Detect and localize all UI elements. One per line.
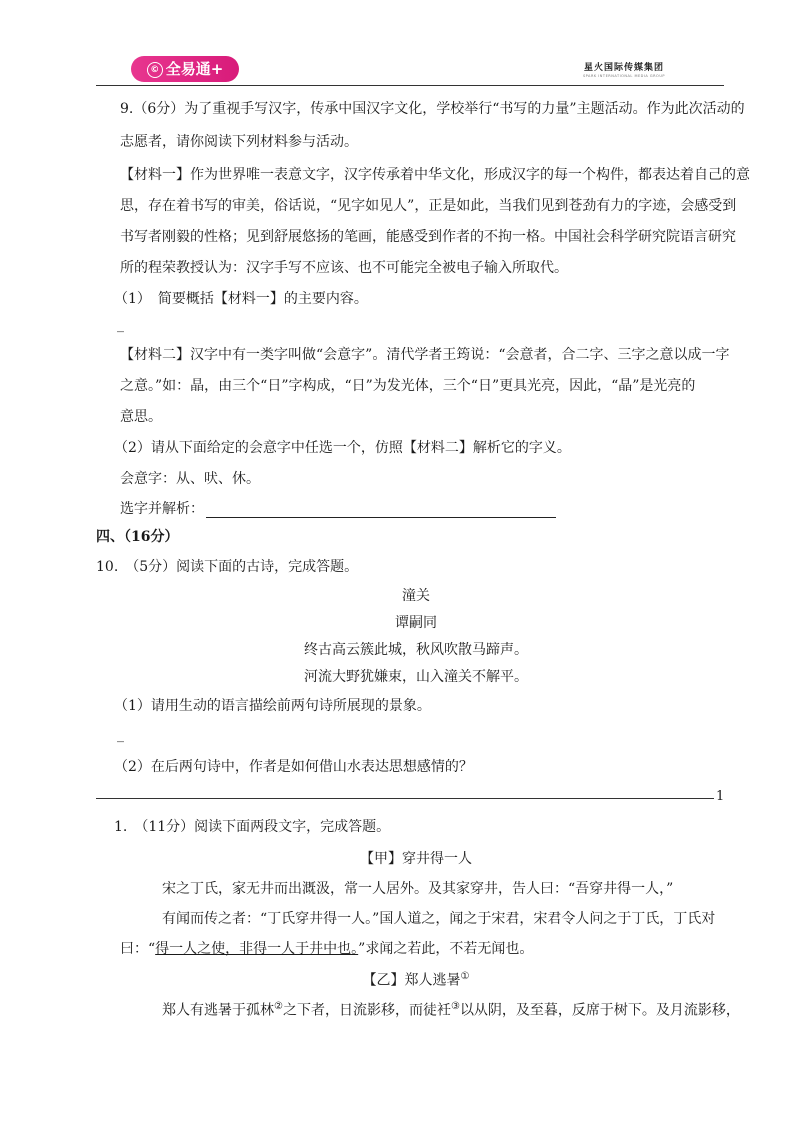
- brand-logo: [131, 56, 239, 82]
- poem-line2: 河流大野犹嫌束，山入潼关不解平。: [304, 669, 528, 685]
- material1-line2: 思，存在着书写的审美，俗话说，“见字如见人”，正是如此，当我们见到苍劲有力的字迹，会感受到: [120, 198, 737, 214]
- material1-line1: 【材料一】作为世界唯一表意文字，汉字传承着中华文化，形成汉字的每一个构件，都表达着自己的意: [120, 167, 750, 183]
- footnote-1-marker: ①: [460, 971, 470, 982]
- answer-line: [120, 500, 556, 518]
- logo-text: 全易通: [165, 60, 211, 78]
- q11-intro: 1. （11分）阅读下面两段文字，完成答题。: [114, 819, 391, 835]
- material2-line3: 意思。: [120, 409, 162, 425]
- material2-line2: 之意。”如：晶，由三个“日”字构成，“日”为发光体，三个“日”更具光亮，因此，“晶”是光亮的: [120, 378, 696, 394]
- poem-title: 潼关: [402, 588, 430, 604]
- q10-sub1-answer-mark: _: [117, 727, 124, 743]
- passage-a-line2: 有闻而传之者：“丁氏穿井得一人。”国人道之，闻之于宋君，宋君令人问之于丁氏，丁氏对: [162, 911, 716, 927]
- poem-author: 谭嗣同: [395, 615, 437, 631]
- material1-line3: 书写者刚毅的性格；见到舒展悠扬的笔画，能感受到作者的不拘一格。中国社会科学研究院语言研究: [120, 229, 736, 245]
- q9-line1: 9.（6分）为了重视手写汉字，传承中国汉字文化，学校举行“书写的力量”主题活动。作为此次活动的: [120, 101, 745, 117]
- passage-a-title: 【甲】穿井得一人: [360, 851, 472, 867]
- material1-line4: 所的程荣教授认为：汉字手写不应该、也不可能完全被电子输入所取代。: [120, 260, 568, 276]
- passage-b-line1-part2: 之下者，日流影移，而徒衽: [282, 1002, 451, 1019]
- passage-b-title-text: 【乙】郑人逃暑: [362, 972, 461, 989]
- publisher-name-cn: 星火国际传媒集团: [583, 63, 664, 73]
- q9-sub1-answer-mark: _: [117, 317, 124, 333]
- publisher-mark: [583, 60, 665, 78]
- q10-sub2: （2）在后两句诗中，作者是如何借山水表达思想感情的？: [114, 759, 473, 775]
- footnote-2-marker: ②: [274, 1001, 283, 1012]
- passage-a-line3: [120, 940, 533, 958]
- section-four-heading: 四、（16分）: [96, 529, 179, 545]
- footnote-3-marker: ③: [450, 1001, 460, 1012]
- poem-line1: 终古高云簇此城，秋风吹散马蹄声。: [304, 642, 528, 658]
- page-number: 1: [716, 789, 725, 804]
- huiyi-chars: 会意字：从、吠、休。: [120, 471, 260, 487]
- underlined-sentence: 得一人之使，非得一人于井中也。: [155, 941, 359, 957]
- answer-label: 选字并解析：: [120, 501, 204, 517]
- footer-rule: [96, 798, 714, 799]
- q9-line2: 志愿者，请你阅读下列材料参与活动。: [120, 134, 358, 150]
- passage-b-line1: [162, 998, 740, 1020]
- passage-a-line1: 宋之丁氏，家无井而出溉汲，常一人居外。及其家穿井，告人曰：“吾穿井得一人，”: [162, 881, 674, 897]
- passage-b-line1-part1: 郑人有逃暑于孤林: [162, 1002, 274, 1019]
- passage-b-line1-part3: 以从阴，及至暮，反席于树下。及月流影移，: [459, 1002, 740, 1019]
- q10-sub1: （1）请用生动的语言描绘前两句诗所展现的景象。: [114, 698, 431, 714]
- q9-sub1: （1） 简要概括【材料一】的主要内容。: [114, 291, 368, 307]
- passage-b-title: [96, 968, 736, 990]
- passage-a-line3-prefix: 曰：“: [120, 941, 156, 957]
- logo-circle-icon: ©: [147, 62, 163, 78]
- passage-a-line3-suffix: ”求闻之若此，不若无闻也。: [358, 941, 534, 957]
- logo-plus: +: [210, 60, 224, 78]
- answer-blank[interactable]: [206, 503, 556, 518]
- header-rule: [96, 85, 724, 86]
- q10-intro: 10. （5分）阅读下面的古诗，完成答题。: [96, 559, 359, 575]
- q9-sub2: （2）请从下面给定的会意字中任选一个，仿照【材料二】解析它的字义。: [114, 440, 571, 456]
- publisher-name-en: SPARK INTERNATIONAL MEDIA GROUP: [582, 74, 665, 78]
- material2-line1: 【材料二】汉字中有一类字叫做“会意字”。清代学者王筠说：“会意者，合二字、三字之意以成一字: [120, 347, 730, 363]
